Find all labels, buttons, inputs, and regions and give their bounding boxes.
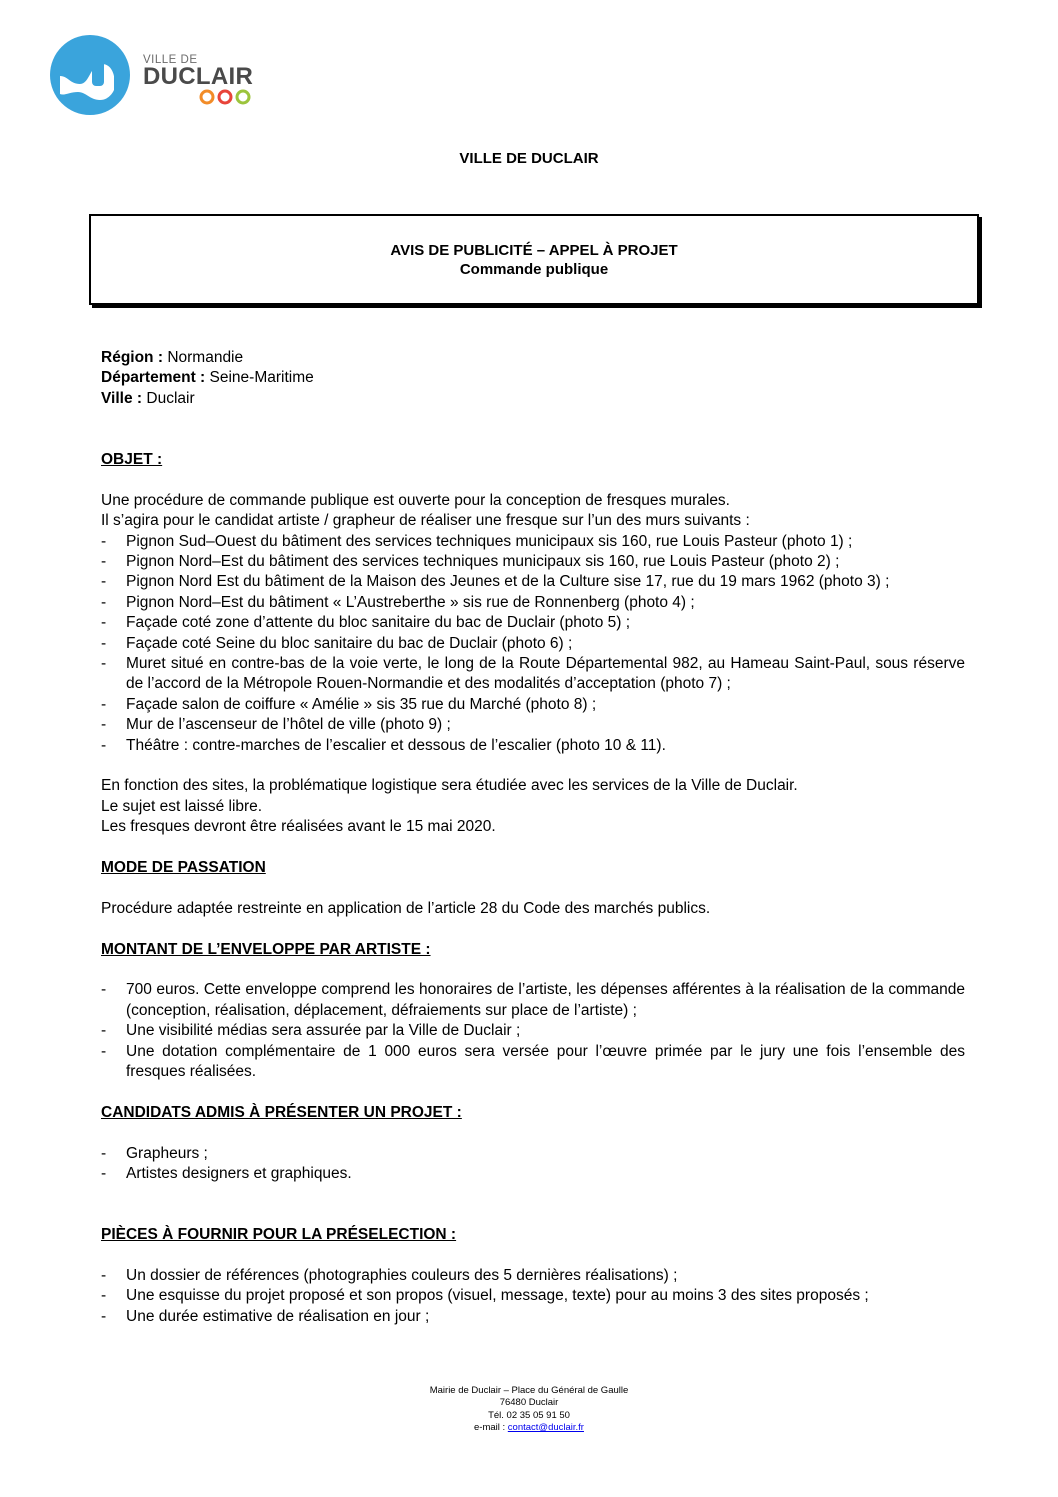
list-item: - Façade salon de coiffure « Amélie » sis 35 rue du Marché (photo 8) ;: [101, 695, 965, 715]
mode-heading: MODE DE PASSATION: [101, 859, 266, 877]
list-item: - Pignon Sud–Ouest du bâtiment des services techniques municipaux sis 160, rue Louis Pasteur (photo 1) ;: [101, 532, 965, 552]
list-item: - Une esquisse du projet proposé et son propos (visuel, message, texte) pour au moins 3 des sites proposés ;: [101, 1286, 965, 1306]
town-title: VILLE DE DUCLAIR: [459, 150, 599, 167]
notice-title-box: [89, 214, 979, 305]
logo-title: DUCLAIR: [143, 63, 254, 90]
duclair-logo: [50, 34, 270, 118]
footer-email-line: e-mail : contact@duclair.fr: [474, 1422, 584, 1434]
candidats-heading: CANDIDATS ADMIS À PRÉSENTER UN PROJET :: [101, 1103, 462, 1121]
list-item: - Pignon Nord–Est du bâtiment « L’Austreberthe » sis rue de Ronnenberg (photo 4) ;: [101, 593, 965, 613]
list-item: - Théâtre : contre-marches de l’escalier et dessous de l’escalier (photo 10 & 11).: [101, 736, 965, 756]
list-item: - Mur de l’ascenseur de l’hôtel de ville (photo 9) ;: [101, 715, 965, 735]
objet-intro-2: Il s’agira pour le candidat artiste / grapheur de réaliser une fresque sur l’un des murs suivants :: [101, 512, 750, 530]
list-item: - Un dossier de références (photographies couleurs des 5 dernières réalisations) ;: [101, 1266, 965, 1286]
list-item: - Pignon Nord Est du bâtiment de la Maison des Jeunes et de la Culture sise 17, rue du 19 mars 1962 (photo 3) ;: [101, 572, 965, 592]
pieces-heading: PIÈCES À FOURNIR POUR LA PRÉSELECTION :: [101, 1226, 457, 1244]
list-item: - Une durée estimative de réalisation en jour ;: [101, 1307, 965, 1327]
footer-phone: Tél. 02 35 05 91 50: [488, 1409, 570, 1421]
document-body: [101, 348, 965, 1327]
list-item: - Artistes designers et graphiques.: [101, 1164, 965, 1184]
list-item: - Façade coté zone d’attente du bloc sanitaire du bac de Duclair (photo 5) ;: [101, 613, 965, 633]
list-item: - Façade coté Seine du bloc sanitaire du bac de Duclair (photo 6) ;: [101, 634, 965, 654]
objet-intro-1: Une procédure de commande publique est ouverte pour la conception de fresques murales.: [101, 491, 730, 509]
objet-heading: OBJET :: [101, 451, 163, 468]
notice-title: AVIS DE PUBLICITÉ – APPEL À PROJET: [390, 242, 678, 259]
list-item: - Une dotation complémentaire de 1 000 euros sera versée pour l’œuvre primée par le jury une fois l’ensemble des fresques réalisées.: [101, 1042, 965, 1083]
notice-subtitle: Commande publique: [459, 261, 609, 278]
sites-list: [101, 532, 965, 756]
footer-address: Mairie de Duclair – Place du Général de Gaulle: [429, 1385, 629, 1396]
duclair-logo-icon: [50, 34, 140, 118]
list-item: - Muret situé en contre-bas de la voie verte, le long de la Route Départemental 982, au Hameau Saint-Paul, sous réserve de l’accord de la Métropole Rouen-Normandie et des modalités d’acceptation (photo 7) ;: [101, 654, 965, 695]
list-item: - Grapheurs ;: [101, 1144, 965, 1164]
list-item: - Une visibilité médias sera assurée par la Ville de Duclair ;: [101, 1021, 965, 1041]
logo-dots-icon: [199, 88, 259, 106]
pieces-list: [101, 1266, 965, 1327]
page-footer: [0, 1385, 1058, 1435]
city-line: Ville : Duclair: [101, 389, 195, 407]
email-link[interactable]: contact@duclair.fr: [507, 1422, 584, 1434]
montant-list: [101, 980, 965, 1082]
objet-paragraph: Les fresques devront être réalisées avant le 15 mai 2020.: [101, 818, 496, 836]
footer-postcode: 76480 Duclair: [499, 1397, 559, 1409]
logo-subtitle: VILLE DE: [143, 54, 198, 66]
montant-heading: MONTANT DE L’ENVELOPPE PAR ARTISTE :: [101, 940, 431, 958]
candidats-list: [101, 1144, 965, 1185]
region-line: Région : Normandie: [101, 349, 244, 366]
department-line: Département : Seine-Maritime: [101, 369, 314, 387]
list-item: - Pignon Nord–Est du bâtiment des services techniques municipaux sis 160, rue Louis Pasteur (photo 2) ;: [101, 552, 965, 572]
objet-paragraph: En fonction des sites, la problématique logistique sera étudiée avec les services de la Ville de Duclair.: [101, 777, 798, 795]
objet-paragraph: Le sujet est laissé libre.: [101, 797, 263, 815]
list-item: - 700 euros. Cette enveloppe comprend les honoraires de l’artiste, les dépenses afférentes à la réalisation de la commande (conception, réalisation, déplacement, défraiements sur place de l’artiste) ;: [101, 980, 965, 1021]
mode-text: Procédure adaptée restreinte en application de l’article 28 du Code des marchés publics.: [101, 899, 711, 917]
